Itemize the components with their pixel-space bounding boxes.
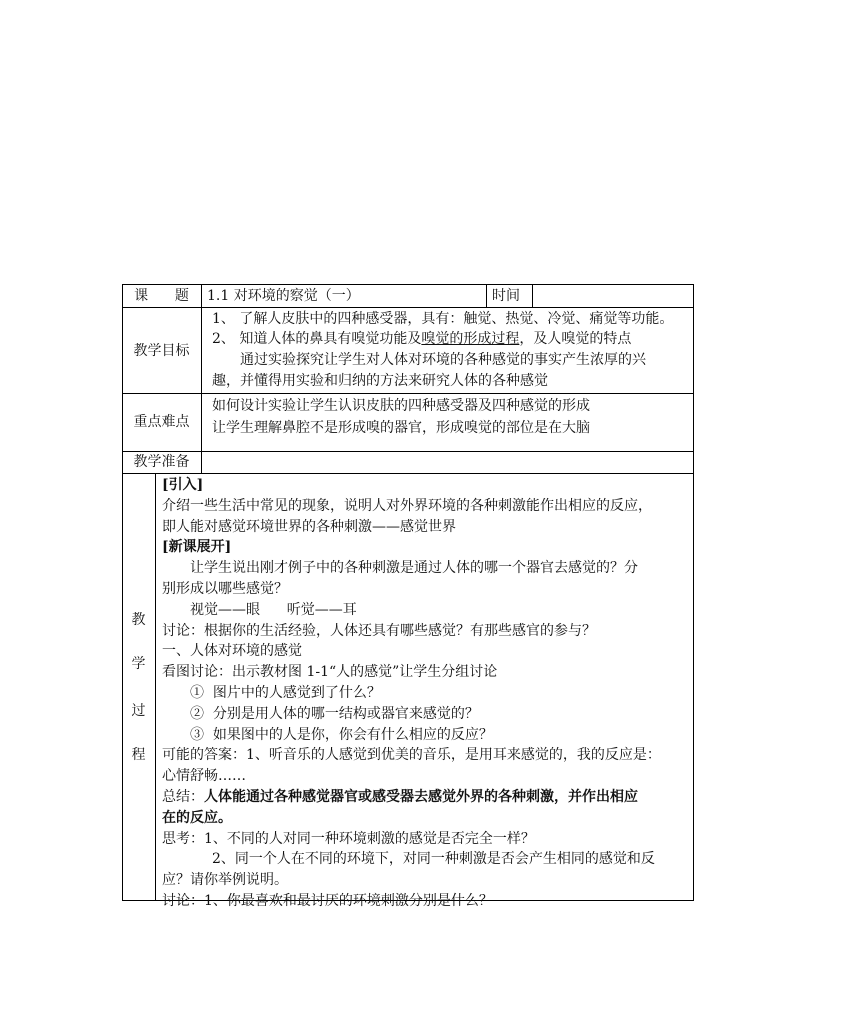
time-label: 时间 — [492, 288, 520, 304]
objectives-line-1: 1、 了解人皮肤中的四种感受器，具有：触觉、热觉、冷觉、痛觉等功能。 — [212, 311, 674, 327]
table-label-divider-process — [155, 473, 156, 901]
table-rule-1 — [122, 307, 694, 308]
subject-value: 1.1 对环境的察觉（一） — [207, 288, 360, 304]
summary-prefix: 总结： — [162, 789, 204, 805]
table-rule-3 — [122, 451, 694, 452]
process-label-char-4: 程 — [131, 747, 146, 763]
process-content — [162, 474, 690, 909]
key-points-line-1: 如何设计实验让学生认识皮肤的四种感受器及四种感觉的形成 — [212, 398, 590, 414]
table-time-divider-left — [486, 284, 487, 308]
process-line: 讨论：1、你最喜欢和最讨厌的环境刺激分别是什么？ — [162, 893, 493, 909]
process-line: 可能的答案：1、听音乐的人感觉到优美的音乐，是用耳来感觉的，我的反应是： — [162, 747, 661, 764]
process-label-char-1: 教 — [131, 612, 146, 628]
process-label-char-3: 过 — [131, 703, 146, 719]
table-border-left — [122, 284, 123, 901]
table-border-top — [122, 284, 694, 285]
objectives-line-2-underlined: 嗅觉的形成过程 — [421, 331, 520, 347]
objectives-line-2 — [212, 329, 631, 349]
summary-line-1 — [162, 787, 638, 807]
process-line: 一、人体对环境的感觉 — [162, 643, 302, 660]
subject-label: 课 题 — [134, 288, 189, 304]
objectives-label: 教学目标 — [133, 343, 190, 359]
process-line: ① 图片中的人感觉到了什么？ — [190, 685, 381, 701]
process-line: 看图讨论：出示教材图 1-1“人的感觉”让学生分组讨论 — [162, 664, 498, 681]
process-line: 让学生说出刚才例子中的各种刺激是通过人体的哪一个器官去感觉的？分 — [190, 560, 638, 577]
lesson-plan-table — [122, 284, 694, 909]
process-line: [新课展开] — [162, 539, 232, 556]
process-line: 2、同一个人在不同的环境下，对同一种刺激是否会产生相同的感觉和反 — [212, 851, 655, 868]
process-label-char-2: 学 — [131, 656, 146, 672]
objectives-line-3: 通过实验探究让学生对人体对环境的各种感觉的事实产生浓厚的兴 — [240, 352, 646, 368]
preparation-label: 教学准备 — [133, 454, 190, 470]
table-time-divider-right — [532, 284, 533, 308]
process-line: [引入] — [162, 477, 204, 493]
process-line: 视觉——眼 听觉——耳 — [190, 601, 357, 618]
summary-bold-1: 人体能通过各种感觉器官或感受器去感觉外界的各种刺激，并作出相应 — [204, 789, 638, 805]
process-line: 别形成以哪些感觉？ — [162, 581, 288, 597]
objectives-line-4: 趣，并懂得用实验和归纳的方法来研究人体的各种感觉 — [212, 373, 548, 389]
process-line: 即人能对感觉环境世界的各种刺激——感觉世界 — [162, 518, 456, 535]
process-line: 讨论：根据你的生活经验，人体还具有哪些感觉？有那些感官的参与？ — [162, 622, 596, 639]
process-line: ③ 如果图中的人是你，你会有什么相应的反应？ — [190, 726, 493, 743]
process-line: 思考：1、不同的人对同一种环境刺激的感觉是否完全一样？ — [162, 830, 535, 847]
objectives-line-2-suffix: ，及人嗅觉的特点 — [519, 331, 632, 347]
table-label-divider-top — [201, 284, 202, 474]
objectives-line-2-prefix: 2、 知道人体的鼻具有嗅觉功能及 — [212, 331, 422, 347]
key-points-line-2: 让学生理解鼻腔不是形成嗅的器官，形成嗅觉的部位是在大脑 — [212, 420, 590, 436]
table-border-right — [693, 284, 694, 901]
process-line: 心情舒畅…… — [162, 768, 246, 785]
process-line: 应？请你举例说明。 — [162, 872, 288, 889]
summary-line-2: 在的反应。 — [162, 809, 232, 826]
process-line: 介绍一些生活中常见的现象，说明人对外界环境的各种刺激能作出相应的反应， — [162, 497, 652, 514]
process-line: ② 分别是用人体的哪一结构或器官来感觉的？ — [190, 705, 479, 722]
key-points-label: 重点难点 — [133, 414, 190, 430]
table-rule-2 — [122, 393, 694, 394]
